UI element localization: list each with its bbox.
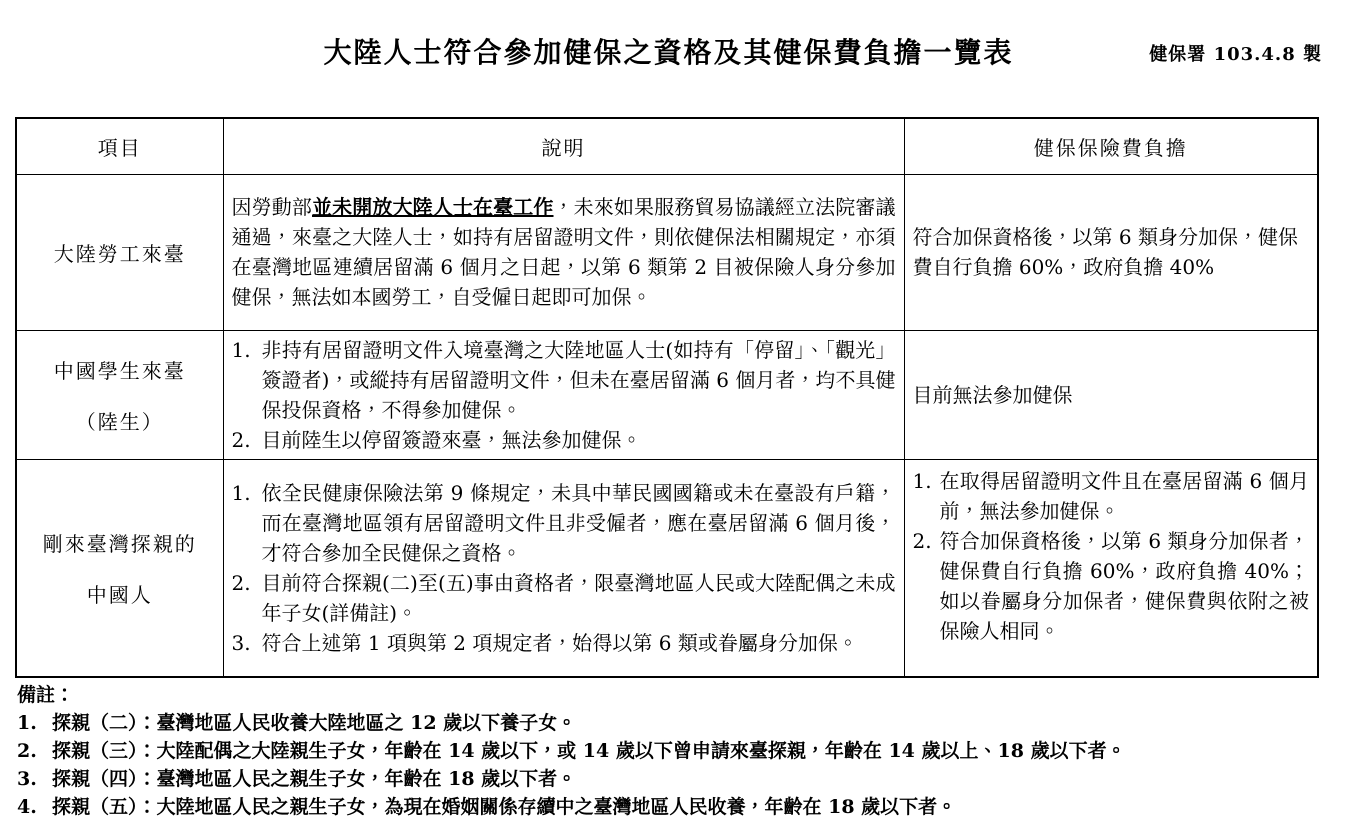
list-text: 在取得居留證明文件且在臺居留滿 6 個月前，無法參加健保。 — [939, 468, 1309, 523]
eligibility-table — [15, 117, 1319, 678]
burden-cell — [904, 330, 1318, 459]
remark-text: 探親（四）：臺灣地區人民之親生子女，年齡在 18 歲以下者。 — [52, 768, 577, 790]
list-item — [232, 628, 896, 658]
remark-item — [17, 793, 1340, 821]
list-number: 1. — [231, 480, 251, 505]
item-label: 大陸勞工來臺 — [53, 241, 186, 266]
remark-item — [17, 709, 1340, 737]
item-label: 中國人 — [86, 582, 153, 607]
remark-text: 探親（三）：大陸配偶之大陸親生子女，年齡在 14 歲以下，或 14 歲以下曾申請來臺探親，年齡在 14 歲以上、18 歲以下者。 — [52, 740, 1126, 762]
list-number: 1. — [231, 337, 251, 362]
list-text: 非持有居留證明文件入境臺灣之大陸地區人士(如持有「停留」、「觀光」簽證者)，或縱持有居留證明文件，但未在臺居留滿 6 個月者，均不具健保投保資格，不得參加健保。 — [261, 337, 896, 422]
title-bar — [15, 26, 1322, 80]
description-emphasis: 並未開放大陸人士在臺工作 — [312, 195, 554, 219]
header-cell-item: 項目 — [16, 118, 223, 174]
table-header-row — [16, 118, 1318, 174]
list-item — [232, 425, 896, 455]
remark-text: 探親（二）：臺灣地區人民收養大陸地區之 12 歲以下養子女。 — [52, 712, 577, 734]
table-row-family-visit — [16, 459, 1318, 677]
description-cell — [223, 330, 904, 459]
description-text: ，未來如果服務貿易協議經立法院審議通過，來臺之大陸人士，如持有居留證明文件，則依健保法相關規定，亦須在臺灣地區連續居留滿 6 個月之日起，以第 6 類第 2 目被保險人身分參加健保，無法如本國勞工，自受僱日起即可加保。 — [231, 195, 896, 309]
description-cell — [223, 174, 904, 330]
page-title: 大陸人士符合參加健保之資格及其健保費負擔一覽表 — [323, 36, 1014, 69]
list-text: 符合加保資格後，以第 6 類身分加保者，健保費自行負擔 60%，政府負擔 40%；如以眷屬身分加保者，健保費與依附之被保險人相同。 — [939, 528, 1309, 643]
remark-number: 4. — [17, 796, 37, 818]
burden-cell — [904, 459, 1318, 677]
list-number: 2. — [231, 427, 251, 452]
burden-text: 目前無法參加健保 — [912, 382, 1073, 407]
list-number: 2. — [231, 570, 251, 595]
remark-text: 探親（五）：大陸地區人民之親生子女，為現在婚姻關係存續中之臺灣地區人民收養，年齡在 18 歲以下者。 — [52, 796, 957, 818]
item-cell — [16, 174, 223, 330]
description-text: 因勞動部 — [231, 195, 312, 219]
list-item — [913, 466, 1310, 526]
header-cell-burden: 健保保險費負擔 — [904, 118, 1318, 174]
remark-item — [17, 765, 1340, 793]
table-row-mainland-workers — [16, 174, 1318, 330]
table-row-mainland-students — [16, 330, 1318, 459]
description-cell — [223, 459, 904, 677]
remark-number: 3. — [17, 768, 37, 790]
item-label: （陸生） — [75, 409, 164, 434]
list-text: 依全民健康保險法第 9 條規定，未具中華民國國籍或未在臺設有戶籍， 而在臺灣地區領有居留證明文件且非受僱者，應在臺居留滿 6 個月後，才符合參加全民健保之資格。 — [261, 480, 896, 565]
list-text: 目前符合探親(二)至(五)事由資格者，限臺灣地區人民或大陸配偶之未成年子女(詳備註)。 — [261, 570, 896, 625]
item-cell — [16, 330, 223, 459]
header-cell-description: 說明 — [223, 118, 904, 174]
list-item — [913, 526, 1310, 646]
item-label: 中國學生來臺 — [53, 358, 186, 383]
list-text: 目前陸生以停留簽證來臺，無法參加健保。 — [261, 427, 642, 452]
remarks-label: 備註： — [17, 684, 75, 706]
list-text: 符合上述第 1 項與第 2 項規定者，始得以第 6 類或眷屬身分加保。 — [261, 630, 858, 655]
burden-text: 符合加保資格後，以第 6 類身分加保，健保費自行負擔 60%，政府負擔 40% — [912, 225, 1298, 279]
list-item — [232, 478, 896, 568]
list-item — [232, 335, 896, 425]
issuer-date-stamp: 健保署 103.4.8 製 — [1149, 44, 1322, 65]
item-cell — [16, 459, 223, 677]
remark-item — [17, 737, 1340, 765]
list-number: 3. — [231, 630, 251, 655]
list-item — [232, 568, 896, 628]
list-number: 1. — [912, 468, 932, 493]
burden-cell — [904, 174, 1318, 330]
remark-number: 1. — [17, 712, 37, 734]
list-number: 2. — [912, 528, 932, 553]
remark-number: 2. — [17, 740, 37, 762]
remarks-section — [17, 681, 1340, 821]
item-label: 剛來臺灣探親的 — [42, 531, 197, 556]
